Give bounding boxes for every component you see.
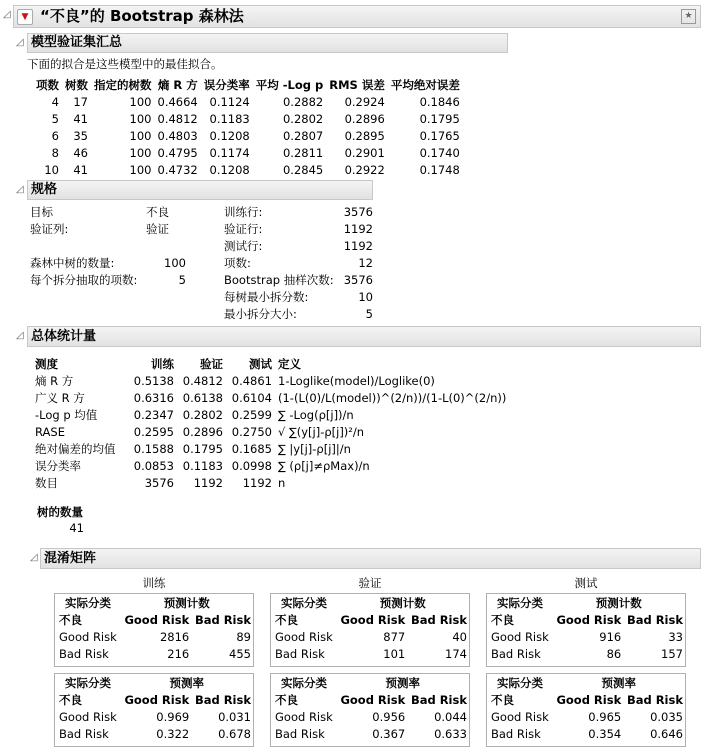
- cell: 0.1174: [209, 146, 250, 160]
- cell: 1192: [193, 476, 223, 490]
- spec-row: [218, 255, 373, 272]
- cell: 0.1846: [419, 95, 460, 109]
- cell: 86: [606, 647, 622, 661]
- cell: 绝对偏差的均值: [35, 442, 116, 456]
- header-row: [18, 77, 460, 94]
- table-row: [57, 709, 253, 726]
- header-row: [29, 356, 506, 373]
- cell: RASE: [35, 425, 65, 439]
- cell: 0.1795: [419, 112, 460, 126]
- cell: 8: [51, 146, 59, 160]
- section-header-stats: [27, 326, 701, 347]
- target-label: 不良: [491, 693, 514, 707]
- spec-value: 不良: [146, 205, 169, 219]
- header-row: [489, 612, 685, 629]
- cell: Good Risk: [59, 710, 117, 724]
- report-header: [13, 5, 701, 28]
- cell: 877: [383, 630, 406, 644]
- section-header-summary: [27, 33, 508, 53]
- cell: 0.354: [588, 727, 622, 741]
- cell: 0.1748: [419, 163, 460, 177]
- cell: 熵 R 方: [35, 374, 74, 388]
- cell: 41: [73, 163, 88, 177]
- cell: 0.2811: [282, 146, 324, 160]
- confusion-table: [273, 595, 469, 663]
- spec-left-table: [24, 204, 186, 289]
- column-header: 项数: [36, 78, 59, 92]
- table-row: [489, 709, 685, 726]
- cell: 0.4803: [157, 129, 198, 143]
- spec-row: [218, 221, 373, 238]
- cell: 0.2895: [344, 129, 385, 143]
- cell: 广义 R 方: [35, 391, 85, 405]
- predicted-label: 预测计数: [595, 596, 642, 610]
- cell: ∑ -Log(ρ[j])/n: [278, 408, 354, 422]
- spec-value: 10: [358, 290, 373, 304]
- cell: 0.1183: [209, 112, 250, 126]
- cell: 0.2924: [344, 95, 385, 109]
- stats-table: [29, 356, 506, 492]
- column-header: Good Risk: [556, 613, 622, 627]
- spec-label: 测试行:: [224, 239, 263, 253]
- cell: (1-(L(0)/L(model))^(2/n))/(1-L(0)^(2/n)): [278, 391, 507, 405]
- cell: 1192: [242, 476, 272, 490]
- column-header: 验证: [200, 357, 223, 371]
- cell: ∑ (ρ[j]≠ρMax)/n: [278, 459, 370, 473]
- target-label: 不良: [59, 613, 82, 627]
- cell: 4: [51, 95, 59, 109]
- cell: Bad Risk: [491, 647, 541, 661]
- column-header: Good Risk: [124, 693, 190, 707]
- table-row: [29, 407, 506, 424]
- table-row: [57, 726, 253, 743]
- header-row: [273, 675, 469, 692]
- cell: 0.1208: [209, 129, 250, 143]
- spec-value: 12: [358, 256, 373, 270]
- actual-label: 实际分类: [65, 676, 111, 690]
- cell: 46: [73, 146, 88, 160]
- column-header: RMS 误差: [329, 78, 385, 92]
- cell: 41: [73, 112, 88, 126]
- cell: 0.1765: [419, 129, 460, 143]
- cell: 1-Loglike(model)/Loglike(0): [278, 374, 435, 388]
- cell: 3576: [144, 476, 174, 490]
- trees-value: 41: [69, 521, 84, 535]
- header-row: [489, 692, 685, 709]
- cell: 101: [383, 647, 406, 661]
- disclosure-icon[interactable]: ◿: [16, 184, 24, 195]
- cell: 157: [661, 647, 683, 661]
- cell: 0.969: [156, 710, 190, 724]
- spec-value: 3576: [343, 205, 373, 219]
- header-row: [57, 595, 253, 612]
- actual-label: 实际分类: [281, 676, 327, 690]
- table-row: [57, 646, 253, 663]
- confusion-counts-box: [270, 593, 470, 667]
- table-row: [489, 629, 685, 646]
- cell: 0.0998: [231, 459, 272, 473]
- cell: 100: [129, 163, 152, 177]
- table-row: [18, 162, 460, 179]
- predicted-label: 预测率: [169, 676, 204, 690]
- disclosure-icon[interactable]: ◿: [30, 552, 38, 563]
- header-row: [57, 692, 253, 709]
- table-row: [273, 709, 469, 726]
- cell: 0.2922: [344, 163, 385, 177]
- table-row: [29, 373, 506, 390]
- spec-value: [140, 238, 186, 255]
- cell: 0.678: [218, 727, 251, 741]
- confusion-table: [489, 675, 685, 743]
- confusion-table: [57, 675, 253, 743]
- column-header: 训练: [151, 357, 174, 371]
- cell: 0.1183: [182, 459, 223, 473]
- column-header: Bad Risk: [626, 693, 683, 707]
- header-row: [57, 675, 253, 692]
- confusion-table: [273, 675, 469, 743]
- column-header: Good Risk: [340, 693, 406, 707]
- cell: ∑ |y[j]-ρ[j]|/n: [278, 442, 351, 456]
- cell: 0.2845: [282, 163, 324, 177]
- cell: 0.6138: [182, 391, 223, 405]
- cell: 0.6104: [231, 391, 272, 405]
- column-header: 测度: [35, 357, 58, 371]
- column-header: Bad Risk: [626, 613, 683, 627]
- column-header: Good Risk: [556, 693, 622, 707]
- cell: 0.5138: [133, 374, 174, 388]
- cell: 0.031: [218, 710, 251, 724]
- cell: 0.4732: [157, 163, 198, 177]
- column-header: Bad Risk: [194, 693, 251, 707]
- spec-right-table: [218, 204, 373, 323]
- group-title: 训练: [142, 576, 166, 590]
- spec-value: 100: [164, 256, 186, 270]
- cell: 0.2347: [133, 408, 174, 422]
- cell: 216: [167, 647, 190, 661]
- column-header: Good Risk: [124, 613, 190, 627]
- cell: 0.1740: [419, 146, 460, 160]
- cell: 数目: [35, 476, 58, 490]
- cell: Bad Risk: [275, 727, 325, 741]
- table-row: [18, 111, 460, 128]
- cell: 0.2599: [231, 408, 272, 422]
- spec-label: 森林中树的数量:: [30, 256, 115, 270]
- table-row: [273, 629, 469, 646]
- cell: 0.4812: [157, 112, 198, 126]
- table-row: [29, 441, 506, 458]
- spec-row: [24, 204, 186, 221]
- column-header: Good Risk: [340, 613, 406, 627]
- column-header: Bad Risk: [410, 693, 467, 707]
- cell: Good Risk: [491, 630, 549, 644]
- table-row: [489, 726, 685, 743]
- cell: 916: [599, 630, 622, 644]
- table-row: [18, 145, 460, 162]
- confusion-rates-box: [486, 673, 686, 747]
- cell: 0.2595: [133, 425, 174, 439]
- spec-value: 3576: [343, 273, 373, 287]
- cell: 0.2807: [282, 129, 324, 143]
- cell: Good Risk: [275, 630, 333, 644]
- section-title: 总体统计量: [31, 329, 97, 344]
- cell: 0.4795: [157, 146, 198, 160]
- cell: 0.2882: [282, 95, 324, 109]
- target-label: 不良: [275, 693, 298, 707]
- predicted-label: 预测计数: [379, 596, 426, 610]
- cell: 0.2802: [282, 112, 324, 126]
- header-row: [489, 675, 685, 692]
- confusion-counts-box: [54, 593, 254, 667]
- target-label: 不良: [491, 613, 514, 627]
- cell: 174: [445, 647, 467, 661]
- trees-label: 树的数量: [37, 505, 83, 519]
- cell: 455: [229, 647, 251, 661]
- actual-label: 实际分类: [65, 596, 111, 610]
- cell: 0.1795: [182, 442, 223, 456]
- cell: Bad Risk: [59, 647, 109, 661]
- table-row: [489, 646, 685, 663]
- cell: -Log p 均值: [35, 408, 98, 422]
- predicted-label: 预测计数: [163, 596, 210, 610]
- cell: 100: [129, 146, 152, 160]
- cell: 35: [73, 129, 88, 143]
- cell: Good Risk: [275, 710, 333, 724]
- spec-label: [24, 238, 140, 255]
- target-label: 不良: [59, 693, 82, 707]
- column-header: 熵 R 方: [157, 78, 198, 92]
- column-header: 指定的树数: [94, 78, 152, 92]
- cell: 0.322: [156, 727, 190, 741]
- cell: 0.1685: [231, 442, 272, 456]
- column-header: Bad Risk: [194, 613, 251, 627]
- cell: 0.633: [434, 727, 467, 741]
- disclosure-icon[interactable]: ◿: [16, 37, 24, 48]
- cell: 0.1124: [209, 95, 250, 109]
- cell: 0.646: [650, 727, 683, 741]
- actual-label: 实际分类: [497, 676, 543, 690]
- spec-row: [218, 306, 373, 323]
- table-row: [18, 128, 460, 145]
- confusion-table: [57, 595, 253, 663]
- cell: Bad Risk: [59, 727, 109, 741]
- section-header-spec: [27, 180, 373, 200]
- header-row: [273, 692, 469, 709]
- header-row: [57, 612, 253, 629]
- pin-icon[interactable]: ★: [681, 9, 696, 24]
- cell: 误分类率: [35, 459, 81, 473]
- cell: 0.965: [588, 710, 622, 724]
- spec-label: 训练行:: [224, 205, 263, 219]
- column-header: Bad Risk: [410, 613, 467, 627]
- report-title: “不良”的 Bootstrap 森林法: [40, 7, 244, 25]
- spec-row: [218, 238, 373, 255]
- predicted-label: 预测率: [385, 676, 420, 690]
- summary-table: [18, 77, 460, 179]
- section-title: 模型验证集汇总: [31, 35, 123, 50]
- confusion-table: [489, 595, 685, 663]
- cell: 0.2896: [182, 425, 223, 439]
- spec-value: 5: [365, 307, 373, 321]
- column-header: 定义: [278, 357, 301, 371]
- cell: 0.4812: [182, 374, 223, 388]
- cell: 100: [129, 112, 152, 126]
- cell: 0.0853: [133, 459, 174, 473]
- table-row: [29, 458, 506, 475]
- cell: 100: [129, 129, 152, 143]
- column-header: 误分类率: [203, 78, 250, 92]
- target-label: 不良: [275, 613, 298, 627]
- cell: 0.1208: [209, 163, 250, 177]
- spec-label: Bootstrap 抽样次数:: [224, 273, 334, 287]
- actual-label: 实际分类: [497, 596, 543, 610]
- table-row: [273, 726, 469, 743]
- cell: 0.6316: [133, 391, 174, 405]
- header-row: [273, 595, 469, 612]
- cell: Good Risk: [59, 630, 117, 644]
- spec-value: 5: [178, 273, 186, 287]
- cell: 6: [51, 129, 59, 143]
- disclosure-icon[interactable]: ◿: [3, 9, 11, 20]
- section-title: 规格: [31, 182, 58, 197]
- predicted-label: 预测率: [601, 676, 636, 690]
- group-title: 验证: [358, 576, 382, 590]
- spec-label: 最小拆分大小:: [224, 307, 297, 321]
- cell: Good Risk: [491, 710, 549, 724]
- cell: Bad Risk: [491, 727, 541, 741]
- cell: n: [278, 476, 286, 490]
- cell: 40: [452, 630, 467, 644]
- cell: 17: [73, 95, 88, 109]
- spec-value: 1192: [343, 239, 373, 253]
- table-row: [57, 629, 253, 646]
- disclosure-icon[interactable]: ◿: [16, 330, 24, 341]
- column-header: 树数: [65, 78, 88, 92]
- cell: Bad Risk: [275, 647, 325, 661]
- cell: 0.367: [372, 727, 406, 741]
- section-title: 混淆矩阵: [44, 551, 97, 566]
- table-row: [273, 646, 469, 663]
- group-title: 测试: [574, 576, 598, 590]
- cell: 100: [129, 95, 152, 109]
- spec-row: [24, 238, 186, 255]
- cell: 0.2901: [344, 146, 385, 160]
- table-row: [29, 424, 506, 441]
- column-header: 平均绝对误差: [390, 78, 460, 92]
- spec-label: 项数:: [224, 256, 251, 270]
- cell: 0.4664: [157, 95, 198, 109]
- cell: 5: [51, 112, 59, 126]
- table-row: [29, 390, 506, 407]
- cell: 33: [668, 630, 683, 644]
- confusion-rates-box: [54, 673, 254, 747]
- cell: 10: [44, 163, 59, 177]
- spec-label: 每个拆分抽取的项数:: [30, 273, 138, 287]
- spec-row: [24, 272, 186, 289]
- spec-row: [24, 221, 186, 238]
- actual-label: 实际分类: [281, 596, 327, 610]
- table-row: [18, 94, 460, 111]
- confusion-counts-box: [486, 593, 686, 667]
- column-header: 测试: [249, 357, 272, 371]
- cell: 0.2896: [344, 112, 385, 126]
- summary-note: 下面的拟合是这些模型中的最佳拟合。: [27, 57, 223, 71]
- cell: 0.035: [650, 710, 683, 724]
- column-header: 平均 -Log p: [255, 78, 324, 92]
- spec-row: [218, 272, 373, 289]
- cell: √ ∑(y[j]-ρ[j])²/n: [278, 425, 365, 439]
- spec-row: [24, 255, 186, 272]
- spec-row: [218, 204, 373, 221]
- cell: 0.044: [434, 710, 467, 724]
- cell: 0.2802: [182, 408, 223, 422]
- spec-value: 1192: [343, 222, 373, 236]
- spec-label: 验证行:: [224, 222, 263, 236]
- cell: 89: [236, 630, 251, 644]
- section-header-confusion: [40, 548, 701, 569]
- spec-value: 验证: [146, 222, 169, 236]
- table-row: [29, 475, 506, 492]
- cell: 0.956: [372, 710, 406, 724]
- red-triangle-menu-button[interactable]: ▼: [17, 9, 33, 25]
- spec-row: [218, 289, 373, 306]
- spec-label: 每树最小拆分数:: [224, 290, 309, 304]
- spec-label: 验证列:: [30, 222, 69, 236]
- header-row: [273, 612, 469, 629]
- spec-label: 目标: [30, 205, 53, 219]
- cell: 0.2750: [231, 425, 272, 439]
- cell: 0.4861: [231, 374, 272, 388]
- header-row: [489, 595, 685, 612]
- cell: 2816: [159, 630, 190, 644]
- confusion-rates-box: [270, 673, 470, 747]
- cell: 0.1588: [133, 442, 174, 456]
